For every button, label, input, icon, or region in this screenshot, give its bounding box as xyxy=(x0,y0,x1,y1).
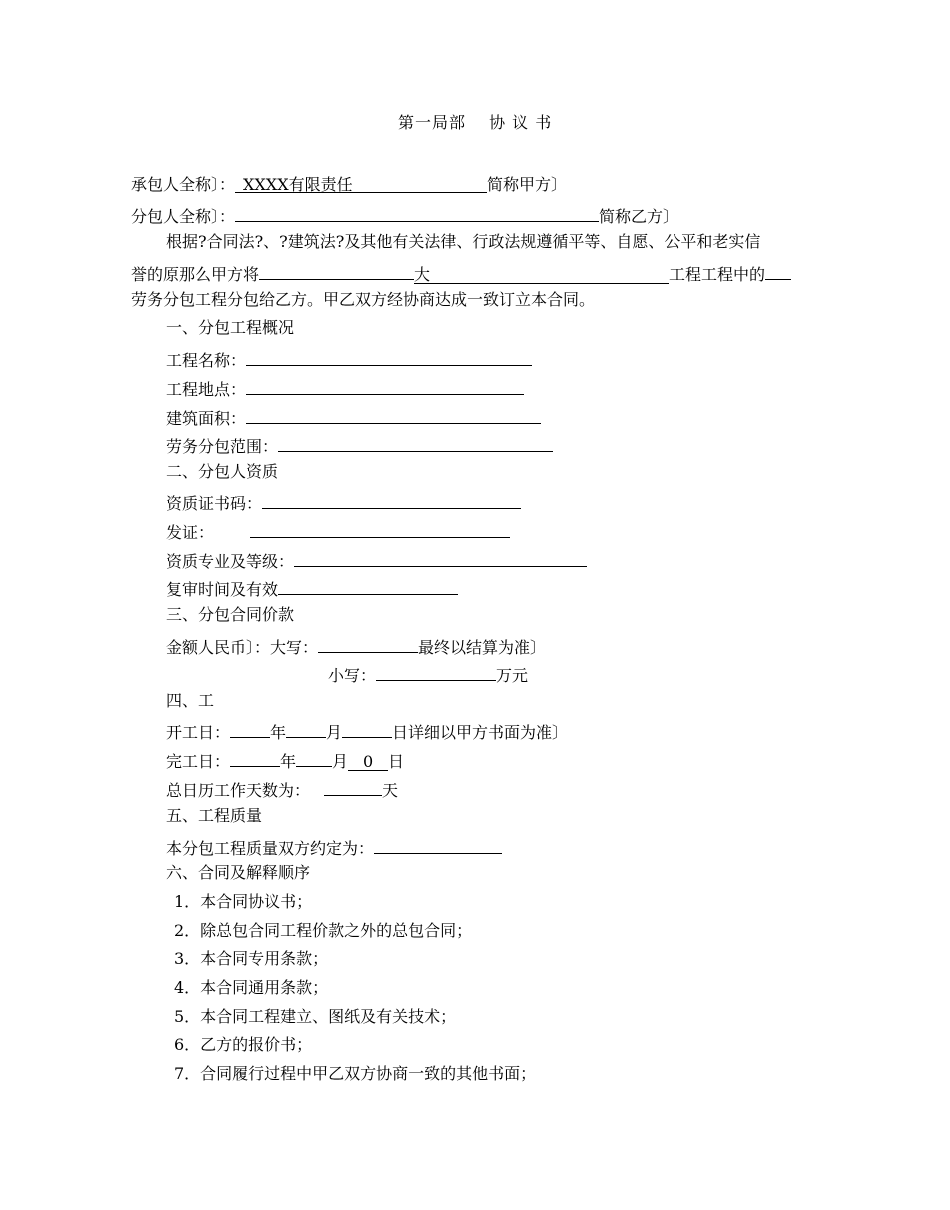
labor-scope-line xyxy=(166,433,553,457)
project-location-label: 工程地点： xyxy=(166,380,247,399)
intro-project-field: 大 xyxy=(414,265,669,284)
building-area-label: 建筑面积： xyxy=(166,409,247,428)
total-days-field xyxy=(324,777,382,796)
subcontractor-line xyxy=(131,203,679,227)
intro-line-1: 根据?合同法?、?建筑法?及其他有关法律、行政法规遵循平等、自愿、公平和老实信 xyxy=(166,232,761,251)
start-day-field xyxy=(342,719,392,738)
end-month-field xyxy=(296,748,332,767)
project-name-label: 工程名称： xyxy=(166,351,247,370)
project-location-field xyxy=(246,376,524,395)
end-month-unit: 月 xyxy=(332,752,349,771)
contractor-label: 承包人全称〕： xyxy=(131,175,236,194)
review-validity-line xyxy=(166,576,458,600)
amount-lower-field xyxy=(376,662,496,681)
end-date-line xyxy=(166,748,404,772)
start-month-field xyxy=(286,719,326,738)
end-day-unit: 日 xyxy=(388,752,405,771)
amount-note: 最终以结算为准〕 xyxy=(418,638,547,657)
qualification-grade-line xyxy=(166,548,587,572)
building-area-line xyxy=(166,405,541,429)
project-name-field xyxy=(246,347,532,366)
contractor-name-field: XXXX有限责任 xyxy=(235,175,487,193)
contractor-line xyxy=(131,175,567,195)
document-title: 第一局部 协 议 书 xyxy=(398,113,553,132)
end-date-label: 完工日： xyxy=(166,752,231,771)
start-year-field xyxy=(230,719,270,738)
section-1-heading: 一、分包工程概况 xyxy=(166,318,295,337)
labor-scope-label: 劳务分包范围： xyxy=(166,437,279,456)
start-date-line xyxy=(166,719,568,743)
project-name-line xyxy=(166,347,532,371)
cert-number-line xyxy=(166,490,521,514)
list-item: 6．乙方的报价书； xyxy=(174,1035,313,1054)
intro-line-2-start: 誉的原那么甲方将 xyxy=(131,265,260,284)
intro-line-2-mid: 工程工程中的 xyxy=(669,265,766,284)
qualification-grade-label: 资质专业及等级： xyxy=(166,552,295,571)
list-item: 1．本合同协议书； xyxy=(174,892,313,911)
issuer-field xyxy=(250,519,510,538)
cert-number-field xyxy=(262,490,521,509)
total-days-unit: 天 xyxy=(382,781,399,800)
section-3-heading: 三、分包合同价款 xyxy=(166,605,295,624)
amount-lower-line xyxy=(328,662,528,686)
contractor-suffix: 简称甲方〕 xyxy=(487,175,568,194)
amount-upper-label: 金额人民币〕：大写： xyxy=(166,638,319,657)
intro-line-3: 劳务分包工程分包给乙方。甲乙双方经协商达成一致订立本合同。 xyxy=(131,290,596,309)
total-days-label: 总日历工作天数为： xyxy=(166,781,311,800)
cert-number-label: 资质证书码： xyxy=(166,494,263,513)
end-year-unit: 年 xyxy=(280,752,297,771)
start-year-unit: 年 xyxy=(270,723,287,742)
list-item: 7．合同履行过程中甲乙双方协商一致的其他书面； xyxy=(174,1064,537,1083)
section-6-heading: 六、合同及解释顺序 xyxy=(166,863,311,882)
amount-upper-field xyxy=(318,634,418,653)
section-4-heading: 四、工 xyxy=(166,691,215,710)
amount-lower-label: 小写： xyxy=(328,666,377,685)
list-item: 2．除总包合同工程价款之外的总包合同； xyxy=(174,921,473,940)
total-days-line xyxy=(166,777,398,801)
end-year-field xyxy=(230,748,280,767)
quality-line xyxy=(166,835,502,859)
issuer-label: 发证： xyxy=(166,523,215,542)
subcontractor-suffix: 简称乙方〕 xyxy=(599,207,680,226)
review-validity-label: 复审时间及有效 xyxy=(166,580,279,599)
start-month-unit: 月 xyxy=(326,723,343,742)
project-location-line xyxy=(166,376,524,400)
start-date-note: 日详细以甲方书面为准〕 xyxy=(392,723,569,742)
intro-line-2 xyxy=(131,261,791,285)
qualification-grade-field xyxy=(294,548,587,567)
start-date-label: 开工日： xyxy=(166,723,231,742)
labor-scope-field xyxy=(278,433,553,452)
issuer-line xyxy=(166,519,510,543)
section-2-heading: 二、分包人资质 xyxy=(166,462,279,481)
subcontractor-label: 分包人全称〕： xyxy=(131,207,236,226)
intro-blank-b xyxy=(765,261,791,280)
list-item: 3．本合同专用条款； xyxy=(174,949,329,968)
quality-field xyxy=(374,835,502,854)
quality-label: 本分包工程质量双方约定为： xyxy=(166,839,375,858)
review-validity-field xyxy=(278,576,458,595)
amount-unit: 万元 xyxy=(496,666,529,685)
subcontractor-name-field xyxy=(235,203,599,222)
building-area-field xyxy=(246,405,541,424)
list-item: 4．本合同通用条款； xyxy=(174,978,329,997)
intro-blank-a xyxy=(259,261,414,280)
section-5-heading: 五、工程质量 xyxy=(166,806,263,825)
amount-upper-line xyxy=(166,634,546,658)
end-day-field: 0 xyxy=(348,752,388,771)
list-item: 5．本合同工程建立、图纸及有关技术； xyxy=(174,1007,457,1026)
